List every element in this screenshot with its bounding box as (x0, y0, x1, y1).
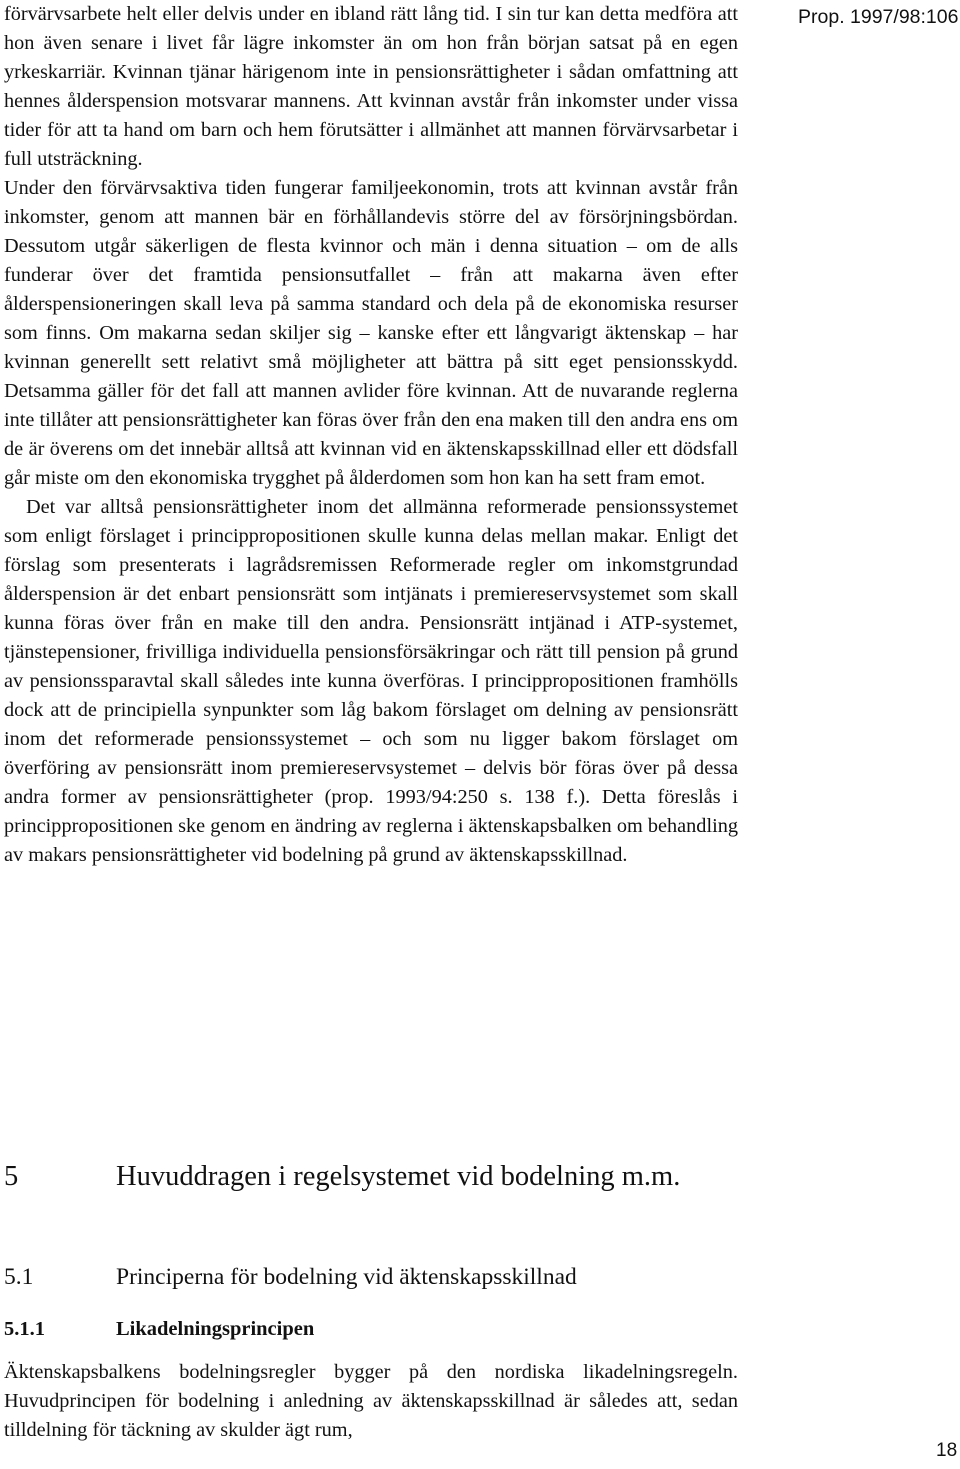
page-number: 18 (936, 1440, 958, 1461)
tail-text (4, 1358, 738, 1445)
proposition-reference: Prop. 1997/98:106 (798, 6, 959, 28)
section-number: 5 (4, 1161, 19, 1192)
subsection-heading (4, 1262, 744, 1292)
section-heading (4, 1158, 744, 1196)
paragraph-likadelning: Äktenskapsbalkens bodelningsregler bygger på den nordiska likadelningsregeln. Huvudprincipen för bodelning i anledning av äktenskapsskillnad är således att, sedan tilldelning för täckning av skulder ägt rum, (4, 1361, 738, 1441)
subsubsection-heading (4, 1315, 744, 1343)
subsubsection-title: Likadelningsprincipen (116, 1318, 315, 1340)
section-title: Huvuddragen i regelsystemet vid bodelning m.m. (116, 1161, 681, 1192)
subsubsection-number: 5.1.1 (4, 1318, 45, 1340)
body-text (4, 0, 738, 870)
paragraph-continuation: förvärvsarbete helt eller delvis under en ibland rätt lång tid. I sin tur kan detta medföra att hon även senare i livet får lägre inkomster än om hon från början satsat på en egen yrkeskarriär. Kvinnan tjänar härigenom inte in pensionsrättigheter i sådan omfattning att hennes ålderspension motsvarar mannens. Att kvinnan avstår från inkomster under vissa tider för att ta hand om barn och hem förutsätter i allmänhet att mannen förvärvsarbetar i full utsträckning. (4, 3, 738, 170)
subsection-title: Principerna för bodelning vid äktenskapsskillnad (116, 1264, 577, 1290)
paragraph-family-economy: Under den förvärvsaktiva tiden fungerar familjeekonomin, trots att kvinnan avstår från inkomster, genom att mannen bär en förhållandevis större del av försörjningsbördan. Dessutom utgår säkerligen de flesta kvinnor och män i denna situation – om de alls funderar över det framtida pensionsutfallet – från att makarna även efter ålderspensioneringen skall leva på samma standard och dela på de ekonomiska resurser som finns. Om makarna sedan skiljer sig – kanske efter ett långvarigt äktenskap – har kvinnan generellt sett relativt små möjligheter att bättra på sitt eget pensionsskydd. Detsamma gäller för det fall att mannen avlider före kvinnan. Att de nuvarande reglerna inte tillåter att pensionsrättigheter kan föras över från den ena maken till den andra ens om de är överens om det innebär alltså att kvinnan vid en äktenskapsskillnad eller ett dödsfall går miste om den ekonomiska trygghet på ålderdomen som hon kan ha sett fram emot. (4, 177, 738, 489)
paragraph-pension-rights: Det var alltså pensionsrättigheter inom det allmänna reformerade pensionssystemet som enligt förslaget i princippropositionen skulle kunna delas mellan makar. Enligt det förslag som presenterats i lagrådsremissen Reformerade regler om inkomstgrundad ålderspension är det enbart pensionsrätt som intjänats i premiereservsystemet som skall kunna föras över från en make till den andra. Pensionsrätt intjänad i ATP-systemet, tjänstepensioner, frivilliga individuella pensionsförsäkringar och rätt till pension på grund av pensionssparavtal skall således inte kunna överföras. I princippropositionen framhölls dock att de principiella synpunkter som låg bakom förslaget om delning av pensionsrätt inom det reformerade pensionssystemet – och som nu ligger bakom förslaget om överföring av pensionsrätt inom premiereservsystemet – delvis bör föras över på dessa andra former av pensionsrättigheter (prop. 1993/94:250 s. 138 f.). Detta föreslås i princippropositionen ske genom en ändring av reglerna i äktenskapsbalken om behandling av makars pensionsrättigheter vid bodelning på grund av äktenskapsskillnad. (4, 496, 738, 866)
subsection-number: 5.1 (4, 1264, 34, 1290)
